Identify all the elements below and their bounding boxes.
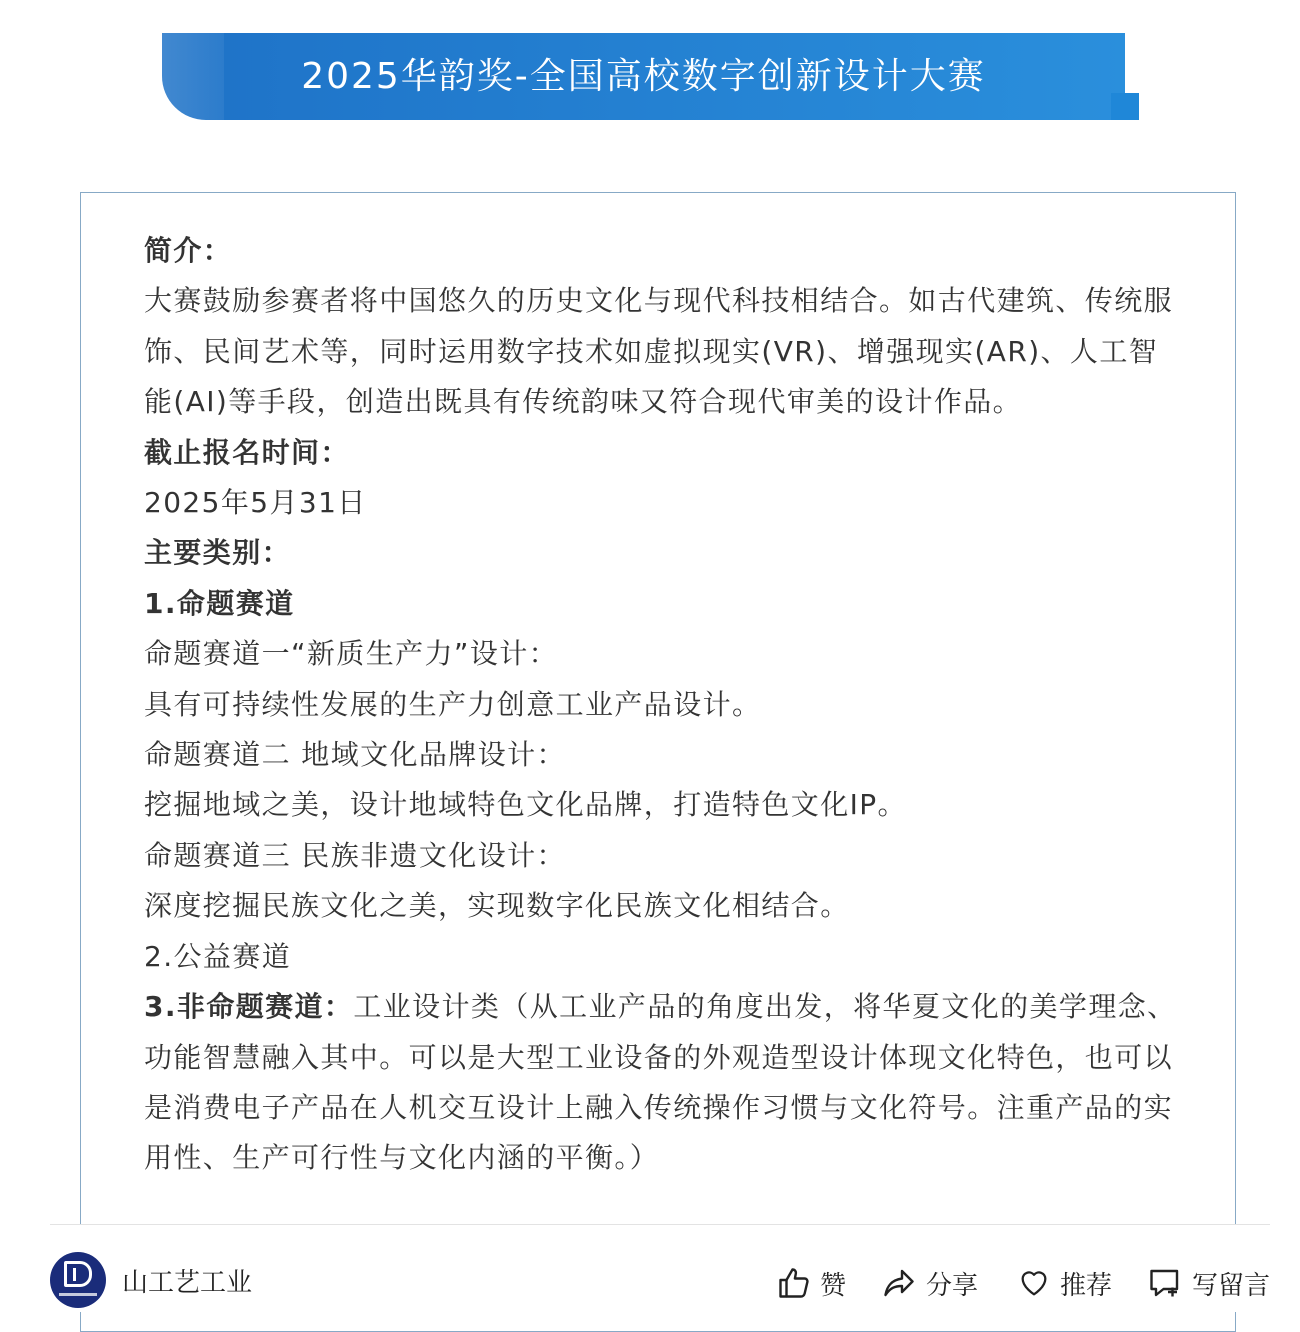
track1-sub2-title: 命题赛道二 地域文化品牌设计： (144, 738, 566, 772)
track1-sub3-title: 命题赛道三 民族非遗文化设计： (144, 838, 566, 872)
recommend-label: 推荐 (1060, 1270, 1113, 1301)
track1-sub1-desc: 具有可持续性发展的生产力创意工业产品设计。 (144, 687, 762, 721)
comment-label: 写留言 (1192, 1270, 1271, 1301)
track3-heading: 3.非命题赛道： (144, 990, 354, 1024)
logo-icon (64, 1261, 92, 1287)
page-title: 2025华韵奖-全国高校数字创新设计大赛 (301, 56, 986, 97)
track2-heading: 2.公益赛道 (144, 939, 292, 973)
share-button[interactable] (880, 1263, 978, 1303)
track1-sub2-desc: 挖掘地域之美，设计地域特色文化品牌，打造特色文化IP。 (144, 788, 907, 822)
like-label: 赞 (820, 1270, 847, 1301)
track3-text: 工业设计类（从工业产品的角度出发，将华夏文化的美学理念、功能智慧融入其中。可以是大型工业设备的外观造型设计体现文化特色，也可以是消费电子产品在人机交互设计上融入传统操作习惯与文化符号。注重产品的实用性、生产可行性与文化内涵的平衡。） (144, 990, 1177, 1175)
logo-subtext-decoration (59, 1293, 97, 1296)
comment-add-icon (1146, 1265, 1184, 1301)
track1-heading: 1.命题赛道 (144, 586, 295, 620)
track1-sub3-desc: 深度挖掘民族文化之美，实现数字化民族文化相结合。 (144, 889, 850, 923)
thumbs-up-icon (776, 1265, 812, 1301)
heart-icon (1016, 1266, 1052, 1300)
account-avatar[interactable] (50, 1252, 106, 1308)
deadline-heading: 截止报名时间： (144, 435, 350, 469)
article-body (144, 226, 1179, 1184)
intro-heading: 简介： (144, 234, 233, 267)
share-label: 分享 (926, 1270, 979, 1301)
share-arrow-icon (880, 1265, 918, 1301)
footer-bar (0, 1225, 1300, 1312)
like-button[interactable] (776, 1263, 846, 1303)
categories-heading: 主要类别： (144, 536, 292, 570)
banner-corner-decoration (1111, 93, 1139, 120)
track3-paragraph (144, 982, 1179, 1184)
track1-sub1-title: 命题赛道一“新质生产力”设计： (144, 637, 559, 671)
account-name[interactable]: 山工艺工业 (122, 1268, 253, 1298)
intro-text: 大赛鼓励参赛者将中国悠久的历史文化与现代科技相结合。如古代建筑、传统服饰、民间艺术等，同时运用数字技术如虚拟现实(VR)、增强现实(AR)、人工智能(AI)等手段，创造出既具有传统韵味又符合现代审美的设计作品。 (144, 284, 1174, 419)
title-banner (162, 33, 1125, 120)
recommend-button[interactable] (1016, 1263, 1112, 1303)
deadline-value: 2025年5月31日 (144, 486, 367, 520)
comment-button[interactable] (1146, 1263, 1270, 1303)
